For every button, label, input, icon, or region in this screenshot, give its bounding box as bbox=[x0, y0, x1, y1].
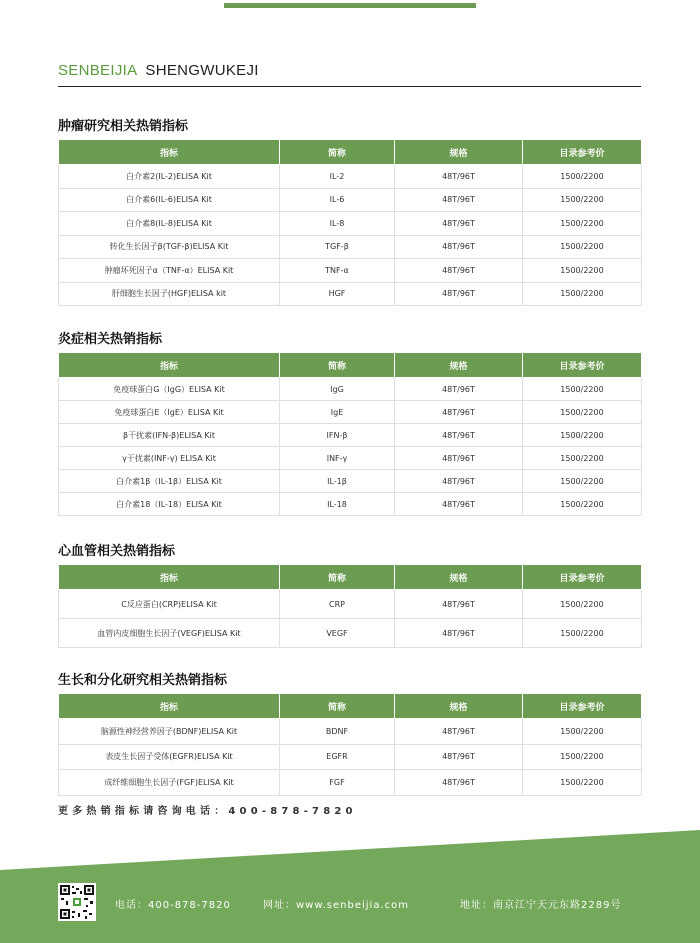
table-cell: VEGF bbox=[280, 619, 395, 648]
table-cell: 1500/2200 bbox=[523, 282, 642, 306]
table-row bbox=[59, 470, 642, 493]
table-cell: IL-18 bbox=[280, 493, 395, 516]
column-header: 规格 bbox=[395, 565, 523, 590]
table-cell: 1500/2200 bbox=[523, 619, 642, 648]
table-row bbox=[59, 619, 642, 648]
table-cell: 1500/2200 bbox=[523, 470, 642, 493]
table-cell: γ干扰素(INF-γ) ELISA Kit bbox=[59, 447, 280, 470]
table-cell: 48T/96T bbox=[395, 259, 523, 283]
table-cell: 48T/96T bbox=[395, 447, 523, 470]
product-table bbox=[58, 693, 642, 796]
table-cell: 1500/2200 bbox=[523, 378, 642, 401]
table-row bbox=[59, 719, 642, 745]
column-header: 指标 bbox=[59, 140, 280, 165]
column-header: 目录参考价 bbox=[523, 140, 642, 165]
table-row bbox=[59, 259, 642, 283]
table-cell: 白介素6(IL-6)ELISA Kit bbox=[59, 188, 280, 212]
column-header: 指标 bbox=[59, 565, 280, 590]
header-divider bbox=[58, 86, 641, 87]
qr-code-icon bbox=[58, 883, 96, 921]
table-row bbox=[59, 378, 642, 401]
table-cell: 1500/2200 bbox=[523, 401, 642, 424]
column-header: 简称 bbox=[280, 565, 395, 590]
section-title: 肿瘤研究相关热销指标 bbox=[58, 119, 189, 134]
table-cell: CRP bbox=[280, 590, 395, 619]
section-title: 生长和分化研究相关热销指标 bbox=[58, 673, 228, 688]
column-header: 规格 bbox=[395, 140, 523, 165]
table-row bbox=[59, 493, 642, 516]
table-header-row bbox=[59, 353, 642, 378]
table-cell: IL-1β bbox=[280, 470, 395, 493]
table-cell: 成纤维细胞生长因子(FGF)ELISA Kit bbox=[59, 770, 280, 796]
column-header: 规格 bbox=[395, 353, 523, 378]
table-cell: EGFR bbox=[280, 744, 395, 770]
table-cell: 白介素2(IL-2)ELISA Kit bbox=[59, 165, 280, 189]
table-cell: IL-2 bbox=[280, 165, 395, 189]
table-row bbox=[59, 282, 642, 306]
column-header: 目录参考价 bbox=[523, 565, 642, 590]
table-row bbox=[59, 424, 642, 447]
table-cell: 48T/96T bbox=[395, 719, 523, 745]
table-row bbox=[59, 188, 642, 212]
table-cell: TGF-β bbox=[280, 235, 395, 259]
table-cell: FGF bbox=[280, 770, 395, 796]
table-cell: 1500/2200 bbox=[523, 235, 642, 259]
table-row bbox=[59, 744, 642, 770]
table-cell: 肿瘤坏死因子α（TNF-α）ELISA Kit bbox=[59, 259, 280, 283]
footer-address: 地址：南京江宁天元东路2289号 bbox=[460, 900, 622, 911]
table-row bbox=[59, 770, 642, 796]
table-cell: INF-γ bbox=[280, 447, 395, 470]
table-cell: C反应蛋白(CRP)ELISA Kit bbox=[59, 590, 280, 619]
table-cell: 48T/96T bbox=[395, 165, 523, 189]
product-table bbox=[58, 352, 642, 516]
table-cell: IgG bbox=[280, 378, 395, 401]
table-cell: 免疫球蛋白E（IgE）ELISA Kit bbox=[59, 401, 280, 424]
section-3 bbox=[58, 542, 641, 648]
table-cell: 1500/2200 bbox=[523, 447, 642, 470]
footer-phone: 电话：400-878-7820 bbox=[115, 900, 231, 911]
table-row bbox=[59, 401, 642, 424]
table-cell: IFN-β bbox=[280, 424, 395, 447]
top-accent-bar bbox=[224, 3, 476, 8]
table-cell: 肝细胞生长因子(HGF)ELISA kit bbox=[59, 282, 280, 306]
table-cell: 免疫球蛋白G（IgG）ELISA Kit bbox=[59, 378, 280, 401]
brand-name-primary: SENBEIJIA bbox=[58, 62, 138, 79]
table-cell: 1500/2200 bbox=[523, 188, 642, 212]
column-header: 目录参考价 bbox=[523, 353, 642, 378]
column-header: 简称 bbox=[280, 353, 395, 378]
brand-name-secondary: SHENGWUKEJI bbox=[145, 62, 259, 79]
table-cell: 白介素1β（IL-1β）ELISA Kit bbox=[59, 470, 280, 493]
table-cell: 1500/2200 bbox=[523, 259, 642, 283]
table-cell: 48T/96T bbox=[395, 282, 523, 306]
product-table bbox=[58, 564, 642, 648]
column-header: 指标 bbox=[59, 694, 280, 719]
column-header: 目录参考价 bbox=[523, 694, 642, 719]
table-cell: 48T/96T bbox=[395, 770, 523, 796]
section-1 bbox=[58, 117, 641, 306]
table-cell: 血管内皮细胞生长因子(VEGF)ELISA Kit bbox=[59, 619, 280, 648]
more-info-text: 更多热销指标请咨询电话：400-878-7820 bbox=[58, 806, 357, 817]
table-cell: 48T/96T bbox=[395, 619, 523, 648]
table-header-row bbox=[59, 565, 642, 590]
table-cell: 1500/2200 bbox=[523, 493, 642, 516]
table-cell: 1500/2200 bbox=[523, 744, 642, 770]
table-cell: 48T/96T bbox=[395, 424, 523, 447]
table-cell: 表皮生长因子受体(EGFR)ELISA Kit bbox=[59, 744, 280, 770]
table-row bbox=[59, 165, 642, 189]
column-header: 简称 bbox=[280, 140, 395, 165]
column-header: 简称 bbox=[280, 694, 395, 719]
section-2 bbox=[58, 330, 641, 516]
table-cell: 白介素8(IL-8)ELISA Kit bbox=[59, 212, 280, 236]
table-row bbox=[59, 590, 642, 619]
table-row bbox=[59, 235, 642, 259]
table-cell: TNF-α bbox=[280, 259, 395, 283]
table-cell: 脑源性神经营养因子(BDNF)ELISA Kit bbox=[59, 719, 280, 745]
table-cell: 1500/2200 bbox=[523, 719, 642, 745]
table-cell: 1500/2200 bbox=[523, 590, 642, 619]
section-title: 心血管相关热销指标 bbox=[58, 544, 176, 559]
column-header: 指标 bbox=[59, 353, 280, 378]
table-cell: 白介素18（IL-18）ELISA Kit bbox=[59, 493, 280, 516]
table-cell: HGF bbox=[280, 282, 395, 306]
table-header-row bbox=[59, 140, 642, 165]
product-table bbox=[58, 139, 642, 306]
brand-header bbox=[58, 62, 259, 79]
table-cell: 1500/2200 bbox=[523, 212, 642, 236]
section-4 bbox=[58, 671, 641, 796]
table-cell: 1500/2200 bbox=[523, 424, 642, 447]
table-cell: 1500/2200 bbox=[523, 770, 642, 796]
table-row bbox=[59, 447, 642, 470]
table-cell: 48T/96T bbox=[395, 590, 523, 619]
table-cell: 48T/96T bbox=[395, 378, 523, 401]
table-cell: BDNF bbox=[280, 719, 395, 745]
table-cell: 48T/96T bbox=[395, 493, 523, 516]
table-cell: 1500/2200 bbox=[523, 165, 642, 189]
table-cell: 48T/96T bbox=[395, 235, 523, 259]
table-cell: 48T/96T bbox=[395, 744, 523, 770]
table-cell: β干扰素(IFN-β)ELISA Kit bbox=[59, 424, 280, 447]
column-header: 规格 bbox=[395, 694, 523, 719]
table-cell: 48T/96T bbox=[395, 401, 523, 424]
table-cell: IgE bbox=[280, 401, 395, 424]
table-cell: 48T/96T bbox=[395, 470, 523, 493]
section-title: 炎症相关热销指标 bbox=[58, 332, 163, 347]
table-row bbox=[59, 212, 642, 236]
table-header-row bbox=[59, 694, 642, 719]
table-cell: 48T/96T bbox=[395, 212, 523, 236]
footer-website: 网址：www.senbeijia.com bbox=[263, 900, 409, 911]
table-cell: 48T/96T bbox=[395, 188, 523, 212]
table-cell: IL-6 bbox=[280, 188, 395, 212]
footer-background bbox=[0, 830, 700, 943]
table-cell: IL-8 bbox=[280, 212, 395, 236]
table-cell: 转化生长因子β(TGF-β)ELISA Kit bbox=[59, 235, 280, 259]
